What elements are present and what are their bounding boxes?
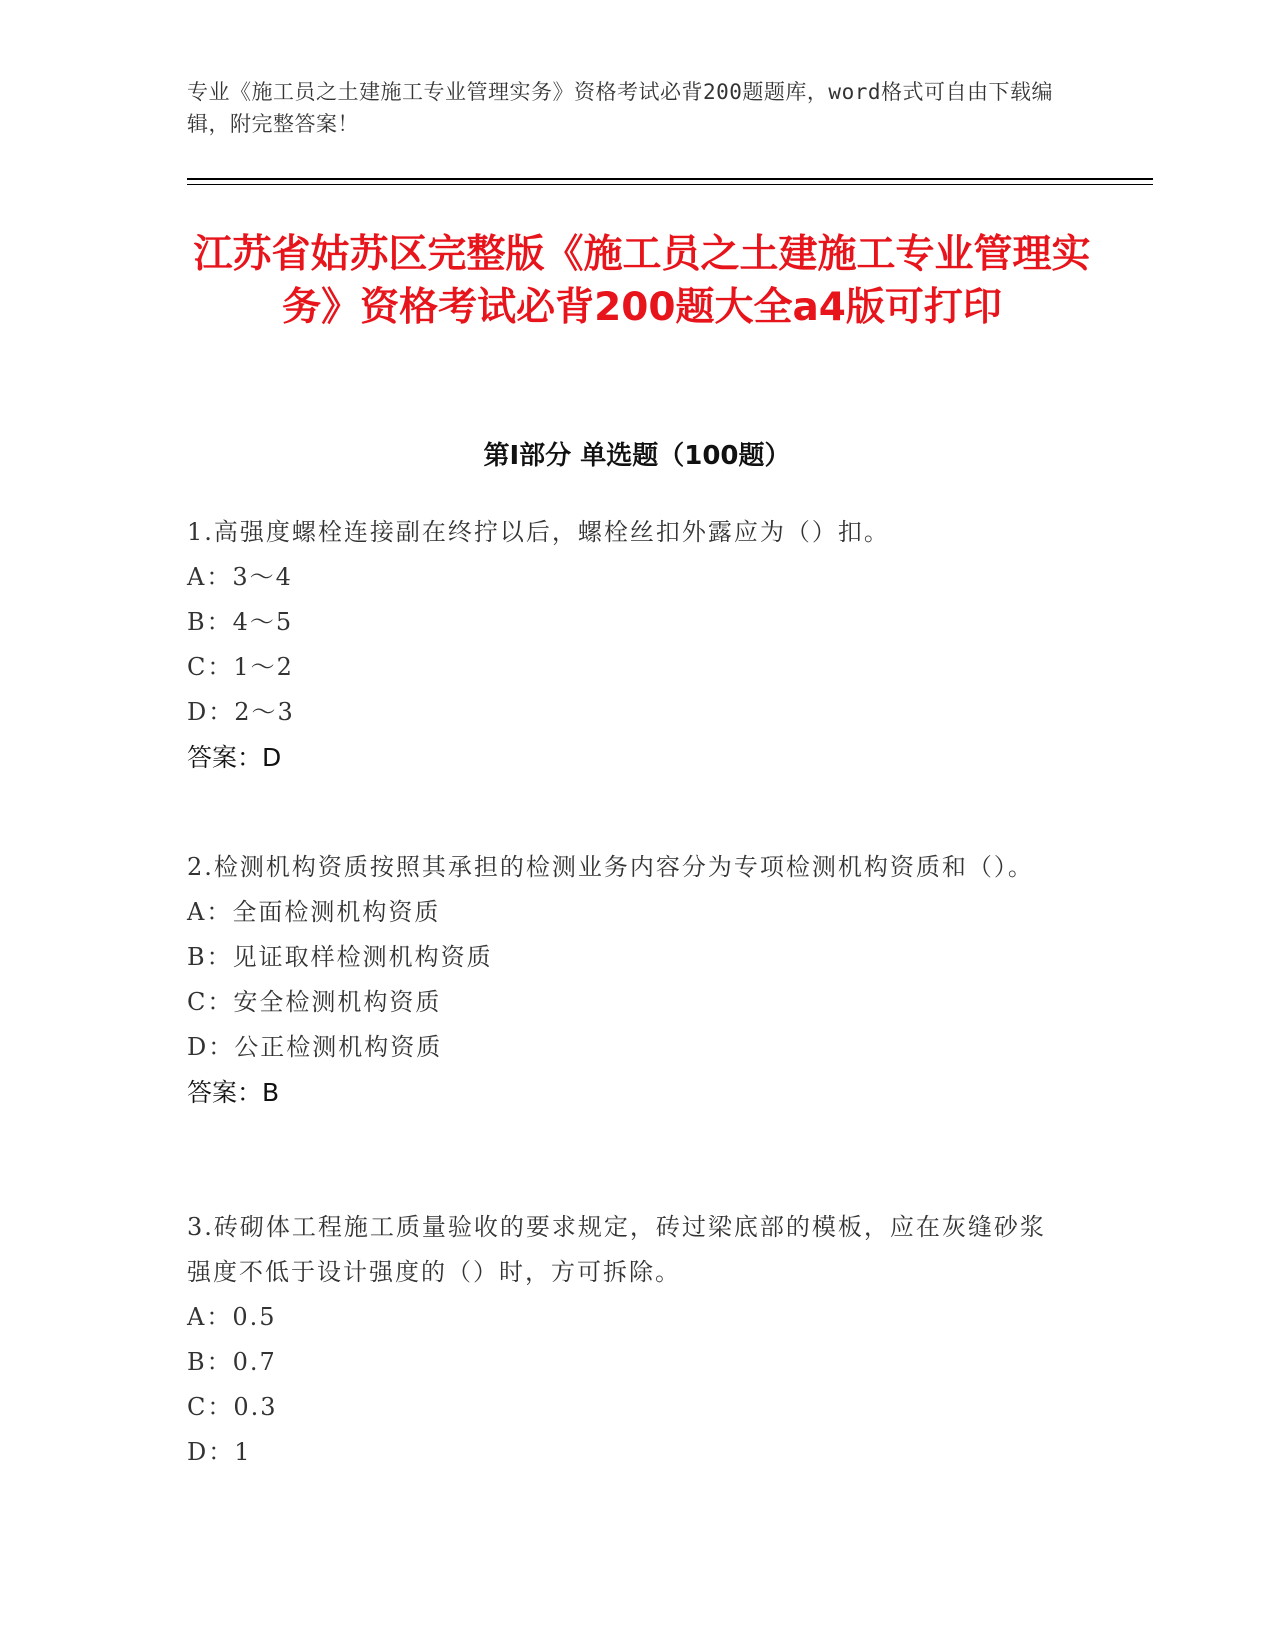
answer: 答案：D: [187, 743, 282, 772]
header-divider-thin: [187, 184, 1153, 185]
document-title: 江苏省姑苏区完整版《施工员之土建施工专业管理实务》资格考试必背200题大全a4版可打印: [193, 232, 1091, 330]
question-3: [187, 1205, 1067, 1475]
question-1: [187, 510, 1067, 780]
header-divider-thick: [187, 178, 1153, 180]
option-c: C：0.3: [187, 1393, 278, 1421]
question-stem: 1.高强度螺栓连接副在终拧以后，螺栓丝扣外露应为（）扣。: [187, 518, 890, 546]
option-d: D：2～3: [187, 698, 295, 726]
option-d: D：公正检测机构资质: [187, 1033, 443, 1061]
option-b: B：0.7: [187, 1348, 277, 1376]
option-c: C：安全检测机构资质: [187, 988, 442, 1016]
question-2: [187, 845, 1067, 1115]
option-a: A：3～4: [187, 563, 293, 591]
header-note: 专业《施工员之土建施工专业管理实务》资格考试必背200题题库，word格式可自由下载编辑，附完整答案！: [187, 80, 1053, 136]
option-a: A：0.5: [187, 1303, 277, 1331]
option-b: B：见证取样检测机构资质: [187, 943, 493, 971]
question-stem: 3.砖砌体工程施工质量验收的要求规定，砖过梁底部的模板，应在灰缝砂浆强度不低于设计强度的（）时，方可拆除。: [187, 1213, 1046, 1286]
option-d: D：1: [187, 1438, 252, 1466]
option-a: A：全面检测机构资质: [187, 898, 441, 926]
answer: 答案：B: [187, 1078, 280, 1107]
question-stem: 2.检测机构资质按照其承担的检测业务内容分为专项检测机构资质和（）。: [187, 853, 1034, 881]
option-c: C：1～2: [187, 653, 294, 681]
option-b: B：4～5: [187, 608, 294, 636]
section-title: 第Ⅰ部分 单选题（100题）: [483, 441, 791, 471]
